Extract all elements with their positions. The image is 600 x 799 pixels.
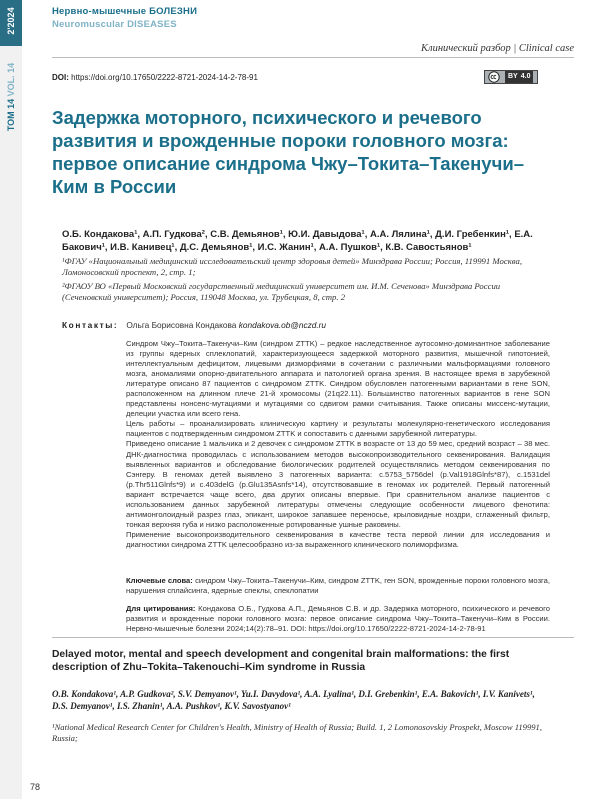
article-title: Задержка моторного, психического и речевого развития и врожденные пороки головного мозга: первое описание синдрома Чжу–Токита–Такенучи–Ким в России: [52, 107, 524, 197]
contact-email[interactable]: kondakova.ob@nczd.ru: [238, 320, 327, 330]
journal-name-ru: Нервно-мышечные БОЛЕЗНИ: [52, 6, 198, 17]
license-by: BY: [505, 71, 521, 83]
abstract-paragraph: Синдром Чжу–Токита–Такенучи–Ким (синдром ZTTK) – редкое наследственное аутосомно-доминантное заболевание из группы ядерных сплеклопатий, характеризующееся задержкой моторного развития, мышечной гипотонией, интеллектуальным дефицитом, лицевыми дизморфиями в сочетании с различными мальформациями головного мозга, аномалиями опорно-двигательного аппарата и патологией органа зрения. В настоящее время в зарубежной литературе описано 87 пациентов с синдромом ZTTK. Синдром обусловлен патогенными вариантами в гене SON, расположенном на длинном плече 21-й хромосомы (21q22.11). Большинство патогенных вариантов в гене SON представлены нонсенс-мутациями и мутациями со сдвигом рамки считывания. Также описаны миссенс-мутации, делеции участка или всего гена.: [126, 339, 550, 419]
contacts-label: Контакты:: [62, 320, 119, 330]
license-version: 4.0: [521, 71, 534, 83]
contact-name: Ольга Борисовна Кондакова: [126, 320, 237, 330]
section-label: Клинический разбор | Clinical case: [421, 43, 574, 54]
keywords: [126, 576, 550, 596]
journal-name: [52, 5, 197, 31]
english-affiliation: ¹National Medical Research Center for Children's Health, Ministry of Health of Russia; Build. 1, 2 Lomonosovskiy Prospekt, Moscow 119991, Russia;: [52, 722, 542, 744]
citation-label: Для цитирования:: [126, 604, 196, 613]
contacts: [62, 320, 542, 331]
section-divider: [52, 637, 574, 638]
affiliations-ru: [62, 256, 540, 306]
volume-label: [6, 62, 16, 132]
volume-ru: ТОМ 14: [6, 98, 16, 132]
journal-name-en: Neuromuscular DISEASES: [52, 19, 177, 30]
english-authors: O.B. Kondakova¹, A.P. Gudkova², S.V. Demyanov¹, Yu.I. Davydova¹, A.A. Lyalina¹, D.I. Grebenkin¹, E.A. Bakovich¹, I.V. Kanivets¹, D.S. Demyanov¹, I.S. Zhanin¹, A.A. Pushkov¹, K.V. Savostyanov¹: [52, 689, 535, 711]
affiliation-2: ²ФГАОУ ВО «Первый Московский государственный медицинский университет им. И.М. Сеченова» Минздрава России (Сеченовский университет); Россия, 119048 Москва, ул. Трубецкая, 8, стр. 2: [62, 280, 501, 303]
authors-ru: О.Б. Кондакова¹, А.П. Гудкова², С.В. Демьянов¹, Ю.И. Давыдова¹, А.А. Лялина¹, Д.И. Гребенкин¹, Е.А. Бакович¹, И.В. Канивец¹, Д.С. Демьянов¹, И.С. Жанин¹, А.А. Пушков¹, К.В. Савостьянов¹: [62, 229, 533, 253]
header-divider: [52, 57, 574, 58]
creative-commons-icon: [485, 71, 503, 83]
doi-link[interactable]: https://doi.org/10.17650/2222-8721-2024-14-2-78-91: [71, 73, 258, 82]
issue-label: 2'2024: [6, 7, 16, 35]
license-badge[interactable]: [484, 70, 538, 84]
citation-text: Кондакова О.Б., Гудкова А.П., Демьянов С.В. и др. Задержка моторного, психического и речевого развития и врожденные пороки головного мозга: первое описание синдрома Чжу–Токита–Такенучи–Ким в России. Нервно-мышечные болезни 2024;14(2):78–91. DOI: https://doi.org/10.17650/2222-8721-2024-14-2-78-91: [126, 604, 550, 634]
keywords-text: синдром Чжу–Токита–Такенучи–Ким, синдром ZTTK, ген SON, врожденные пороки головного мозга, нарушения сплайсинга, ядерные спеклы, спеклопатии: [126, 576, 550, 596]
abstract: [126, 339, 550, 550]
doi: [52, 73, 258, 82]
abstract-paragraph: Приведено описание 1 мальчика и 2 девочек с синдромом ZTTK в возрасте от 13 до 59 мес, средний возраст – 38 мес. ДНК-диагностика проводилась с использованием методов высокопроизводительного секвенирования. Валидация выявленных вариантов и обследование биологических родителей осуществлялись методом секвенирования по Сэнгеру. В геномах детей выявлено 3 патогенных варианта: c.5753_5756del (p.Val1918Glnfs*87), c.1531del (p.Thr511Glnfs*9) и c.403delG (p.Glu135Asnfs*14), отсутствовавшие в геномах их родителей. Первый патогенный вариант встречается чаще всего, два других описаны впервые. При сравнительном анализе пациентов с использованием данных зарубежной литературы отмечены следующие особенности лицевого фенотипа: антимонголоидный разрез глаз, эпикант, широкое запавшее переносье, крыловидные ноздри, сглаженный фильтр, тонкая верхняя губа и низко расположенные ротированные ушные раковины.: [126, 439, 550, 529]
doi-label: DOI:: [52, 73, 69, 82]
issue-tab: [0, 0, 22, 46]
english-title: Delayed motor, mental and speech development and congenital brain malformations: the first description of Zhu–Tokita–Takenouchi–Kim syndrome in Russia: [52, 649, 510, 674]
keywords-label: Ключевые слова:: [126, 576, 193, 585]
citation: [126, 604, 550, 634]
side-bar: [0, 0, 22, 799]
affiliation-1: ¹ФГАУ «Национальный медицинский исследовательский центр здоровья детей» Минздрава России; Россия, 119991 Москва, Ломоносовский проспект, 2, стр. 1;: [62, 256, 523, 278]
page-number: 78: [30, 782, 41, 792]
abstract-paragraph: Цель работы – проанализировать клиническую картину и результаты молекулярно-генетического исследования пациентов с подтвержденным синдромом ZTTK и сопоставить с данными зарубежной литературы.: [126, 419, 550, 439]
volume-en: VOL. 14: [6, 62, 16, 97]
abstract-paragraph: Применение высокопроизводительного секвенирования в качестве теста первой линии для исследования и диагностики синдрома ZTTK целесообразно из-за выраженного клинического полиморфизма.: [126, 529, 550, 549]
